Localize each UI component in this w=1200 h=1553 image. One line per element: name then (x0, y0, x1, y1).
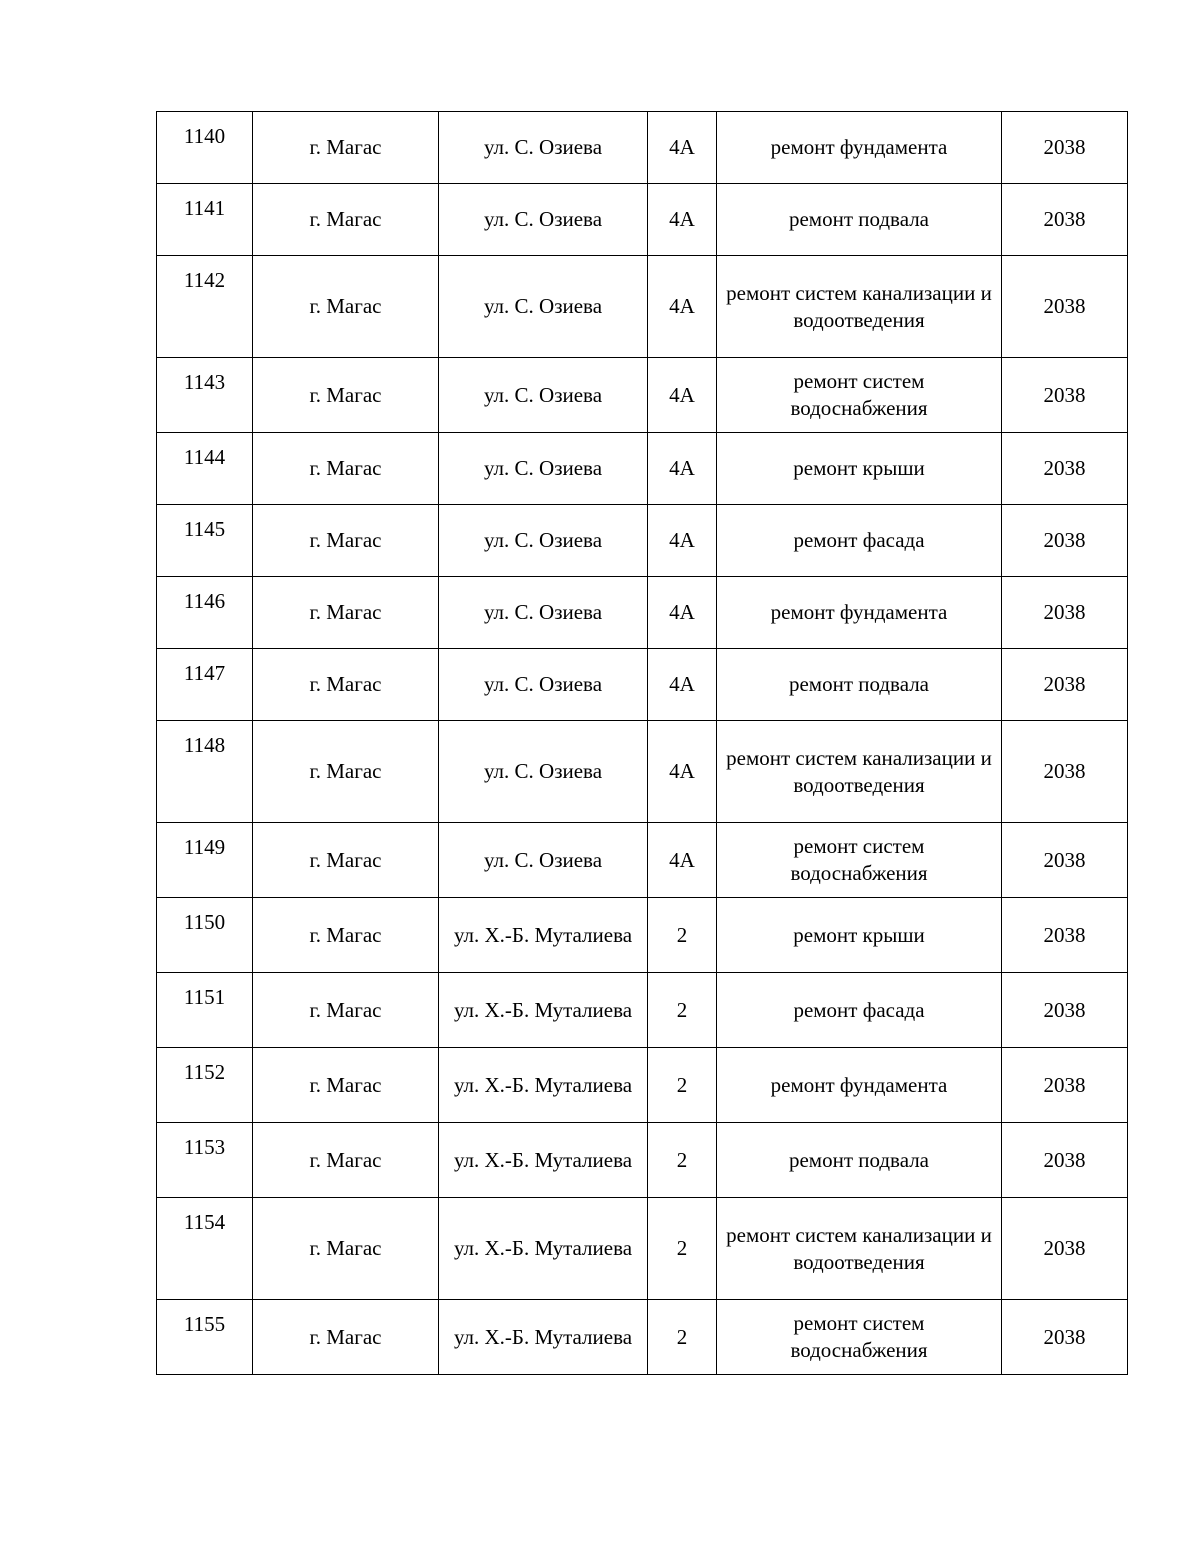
cell-city: г. Магас (253, 973, 439, 1048)
cell-city: г. Магас (253, 112, 439, 184)
cell-city: г. Магас (253, 649, 439, 721)
cell-number: 1147 (157, 649, 253, 721)
cell-year: 2038 (1002, 973, 1128, 1048)
cell-house: 4А (648, 184, 717, 256)
cell-street: ул. С. Озиева (439, 112, 648, 184)
cell-work-type: ремонт подвала (717, 649, 1002, 721)
table-row (157, 184, 1128, 256)
cell-city: г. Магас (253, 184, 439, 256)
cell-year: 2038 (1002, 898, 1128, 973)
table-row (157, 1048, 1128, 1123)
cell-number: 1144 (157, 433, 253, 505)
cell-year: 2038 (1002, 1123, 1128, 1198)
cell-work-type: ремонт систем водоснабжения (717, 823, 1002, 898)
cell-year: 2038 (1002, 358, 1128, 433)
cell-number: 1149 (157, 823, 253, 898)
cell-city: г. Магас (253, 1300, 439, 1375)
cell-street: ул. С. Озиева (439, 577, 648, 649)
cell-city: г. Магас (253, 433, 439, 505)
cell-work-type: ремонт фундамента (717, 1048, 1002, 1123)
cell-street: ул. С. Озиева (439, 721, 648, 823)
cell-work-type: ремонт систем канализации и водоотведения (717, 721, 1002, 823)
cell-year: 2038 (1002, 1198, 1128, 1300)
cell-city: г. Магас (253, 358, 439, 433)
cell-work-type: ремонт фундамента (717, 112, 1002, 184)
cell-work-type: ремонт систем канализации и водоотведения (717, 256, 1002, 358)
table-row (157, 649, 1128, 721)
cell-number: 1143 (157, 358, 253, 433)
cell-house: 4А (648, 649, 717, 721)
table-row (157, 256, 1128, 358)
cell-street: ул. С. Озиева (439, 184, 648, 256)
cell-city: г. Магас (253, 577, 439, 649)
cell-city: г. Магас (253, 1048, 439, 1123)
cell-street: ул. Х.-Б. Муталиева (439, 1123, 648, 1198)
cell-street: ул. Х.-Б. Муталиева (439, 1048, 648, 1123)
table-row (157, 1123, 1128, 1198)
cell-house: 4А (648, 823, 717, 898)
cell-year: 2038 (1002, 1048, 1128, 1123)
cell-year: 2038 (1002, 112, 1128, 184)
cell-city: г. Магас (253, 1123, 439, 1198)
cell-house: 4А (648, 112, 717, 184)
cell-number: 1151 (157, 973, 253, 1048)
cell-number: 1141 (157, 184, 253, 256)
table-row (157, 973, 1128, 1048)
table-row (157, 577, 1128, 649)
cell-number: 1155 (157, 1300, 253, 1375)
table-row (157, 1198, 1128, 1300)
cell-house: 4А (648, 256, 717, 358)
cell-number: 1150 (157, 898, 253, 973)
cell-street: ул. С. Озиева (439, 256, 648, 358)
table-row (157, 505, 1128, 577)
cell-work-type: ремонт фасада (717, 505, 1002, 577)
cell-work-type: ремонт подвала (717, 1123, 1002, 1198)
cell-street: ул. С. Озиева (439, 358, 648, 433)
cell-number: 1140 (157, 112, 253, 184)
cell-house: 2 (648, 973, 717, 1048)
cell-work-type: ремонт фундамента (717, 577, 1002, 649)
cell-house: 4А (648, 433, 717, 505)
table-row (157, 112, 1128, 184)
cell-house: 4А (648, 721, 717, 823)
cell-year: 2038 (1002, 823, 1128, 898)
cell-number: 1154 (157, 1198, 253, 1300)
cell-year: 2038 (1002, 505, 1128, 577)
cell-city: г. Магас (253, 256, 439, 358)
cell-work-type: ремонт фасада (717, 973, 1002, 1048)
cell-work-type: ремонт крыши (717, 433, 1002, 505)
cell-house: 4А (648, 505, 717, 577)
cell-work-type: ремонт систем водоснабжения (717, 1300, 1002, 1375)
table-row (157, 721, 1128, 823)
table-row (157, 898, 1128, 973)
cell-street: ул. С. Озиева (439, 505, 648, 577)
cell-year: 2038 (1002, 577, 1128, 649)
cell-number: 1148 (157, 721, 253, 823)
cell-year: 2038 (1002, 721, 1128, 823)
cell-work-type: ремонт систем канализации и водоотведения (717, 1198, 1002, 1300)
cell-number: 1153 (157, 1123, 253, 1198)
cell-year: 2038 (1002, 256, 1128, 358)
cell-city: г. Магас (253, 898, 439, 973)
cell-year: 2038 (1002, 1300, 1128, 1375)
cell-street: ул. С. Озиева (439, 433, 648, 505)
table-row (157, 358, 1128, 433)
cell-street: ул. Х.-Б. Муталиева (439, 973, 648, 1048)
cell-city: г. Магас (253, 1198, 439, 1300)
cell-number: 1142 (157, 256, 253, 358)
cell-number: 1145 (157, 505, 253, 577)
cell-work-type: ремонт крыши (717, 898, 1002, 973)
cell-year: 2038 (1002, 184, 1128, 256)
cell-work-type: ремонт систем водоснабжения (717, 358, 1002, 433)
cell-number: 1152 (157, 1048, 253, 1123)
table-row (157, 1300, 1128, 1375)
cell-street: ул. С. Озиева (439, 649, 648, 721)
cell-street: ул. Х.-Б. Муталиева (439, 1198, 648, 1300)
table-row (157, 823, 1128, 898)
cell-house: 2 (648, 1198, 717, 1300)
cell-street: ул. С. Озиева (439, 823, 648, 898)
cell-city: г. Магас (253, 823, 439, 898)
cell-house: 2 (648, 1123, 717, 1198)
cell-city: г. Магас (253, 721, 439, 823)
cell-city: г. Магас (253, 505, 439, 577)
cell-work-type: ремонт подвала (717, 184, 1002, 256)
table-row (157, 433, 1128, 505)
cell-year: 2038 (1002, 433, 1128, 505)
cell-house: 2 (648, 1048, 717, 1123)
cell-year: 2038 (1002, 649, 1128, 721)
cell-house: 4А (648, 358, 717, 433)
cell-house: 4А (648, 577, 717, 649)
repair-schedule-table (156, 111, 1128, 1375)
cell-house: 2 (648, 898, 717, 973)
cell-number: 1146 (157, 577, 253, 649)
cell-house: 2 (648, 1300, 717, 1375)
cell-street: ул. Х.-Б. Муталиева (439, 898, 648, 973)
cell-street: ул. Х.-Б. Муталиева (439, 1300, 648, 1375)
